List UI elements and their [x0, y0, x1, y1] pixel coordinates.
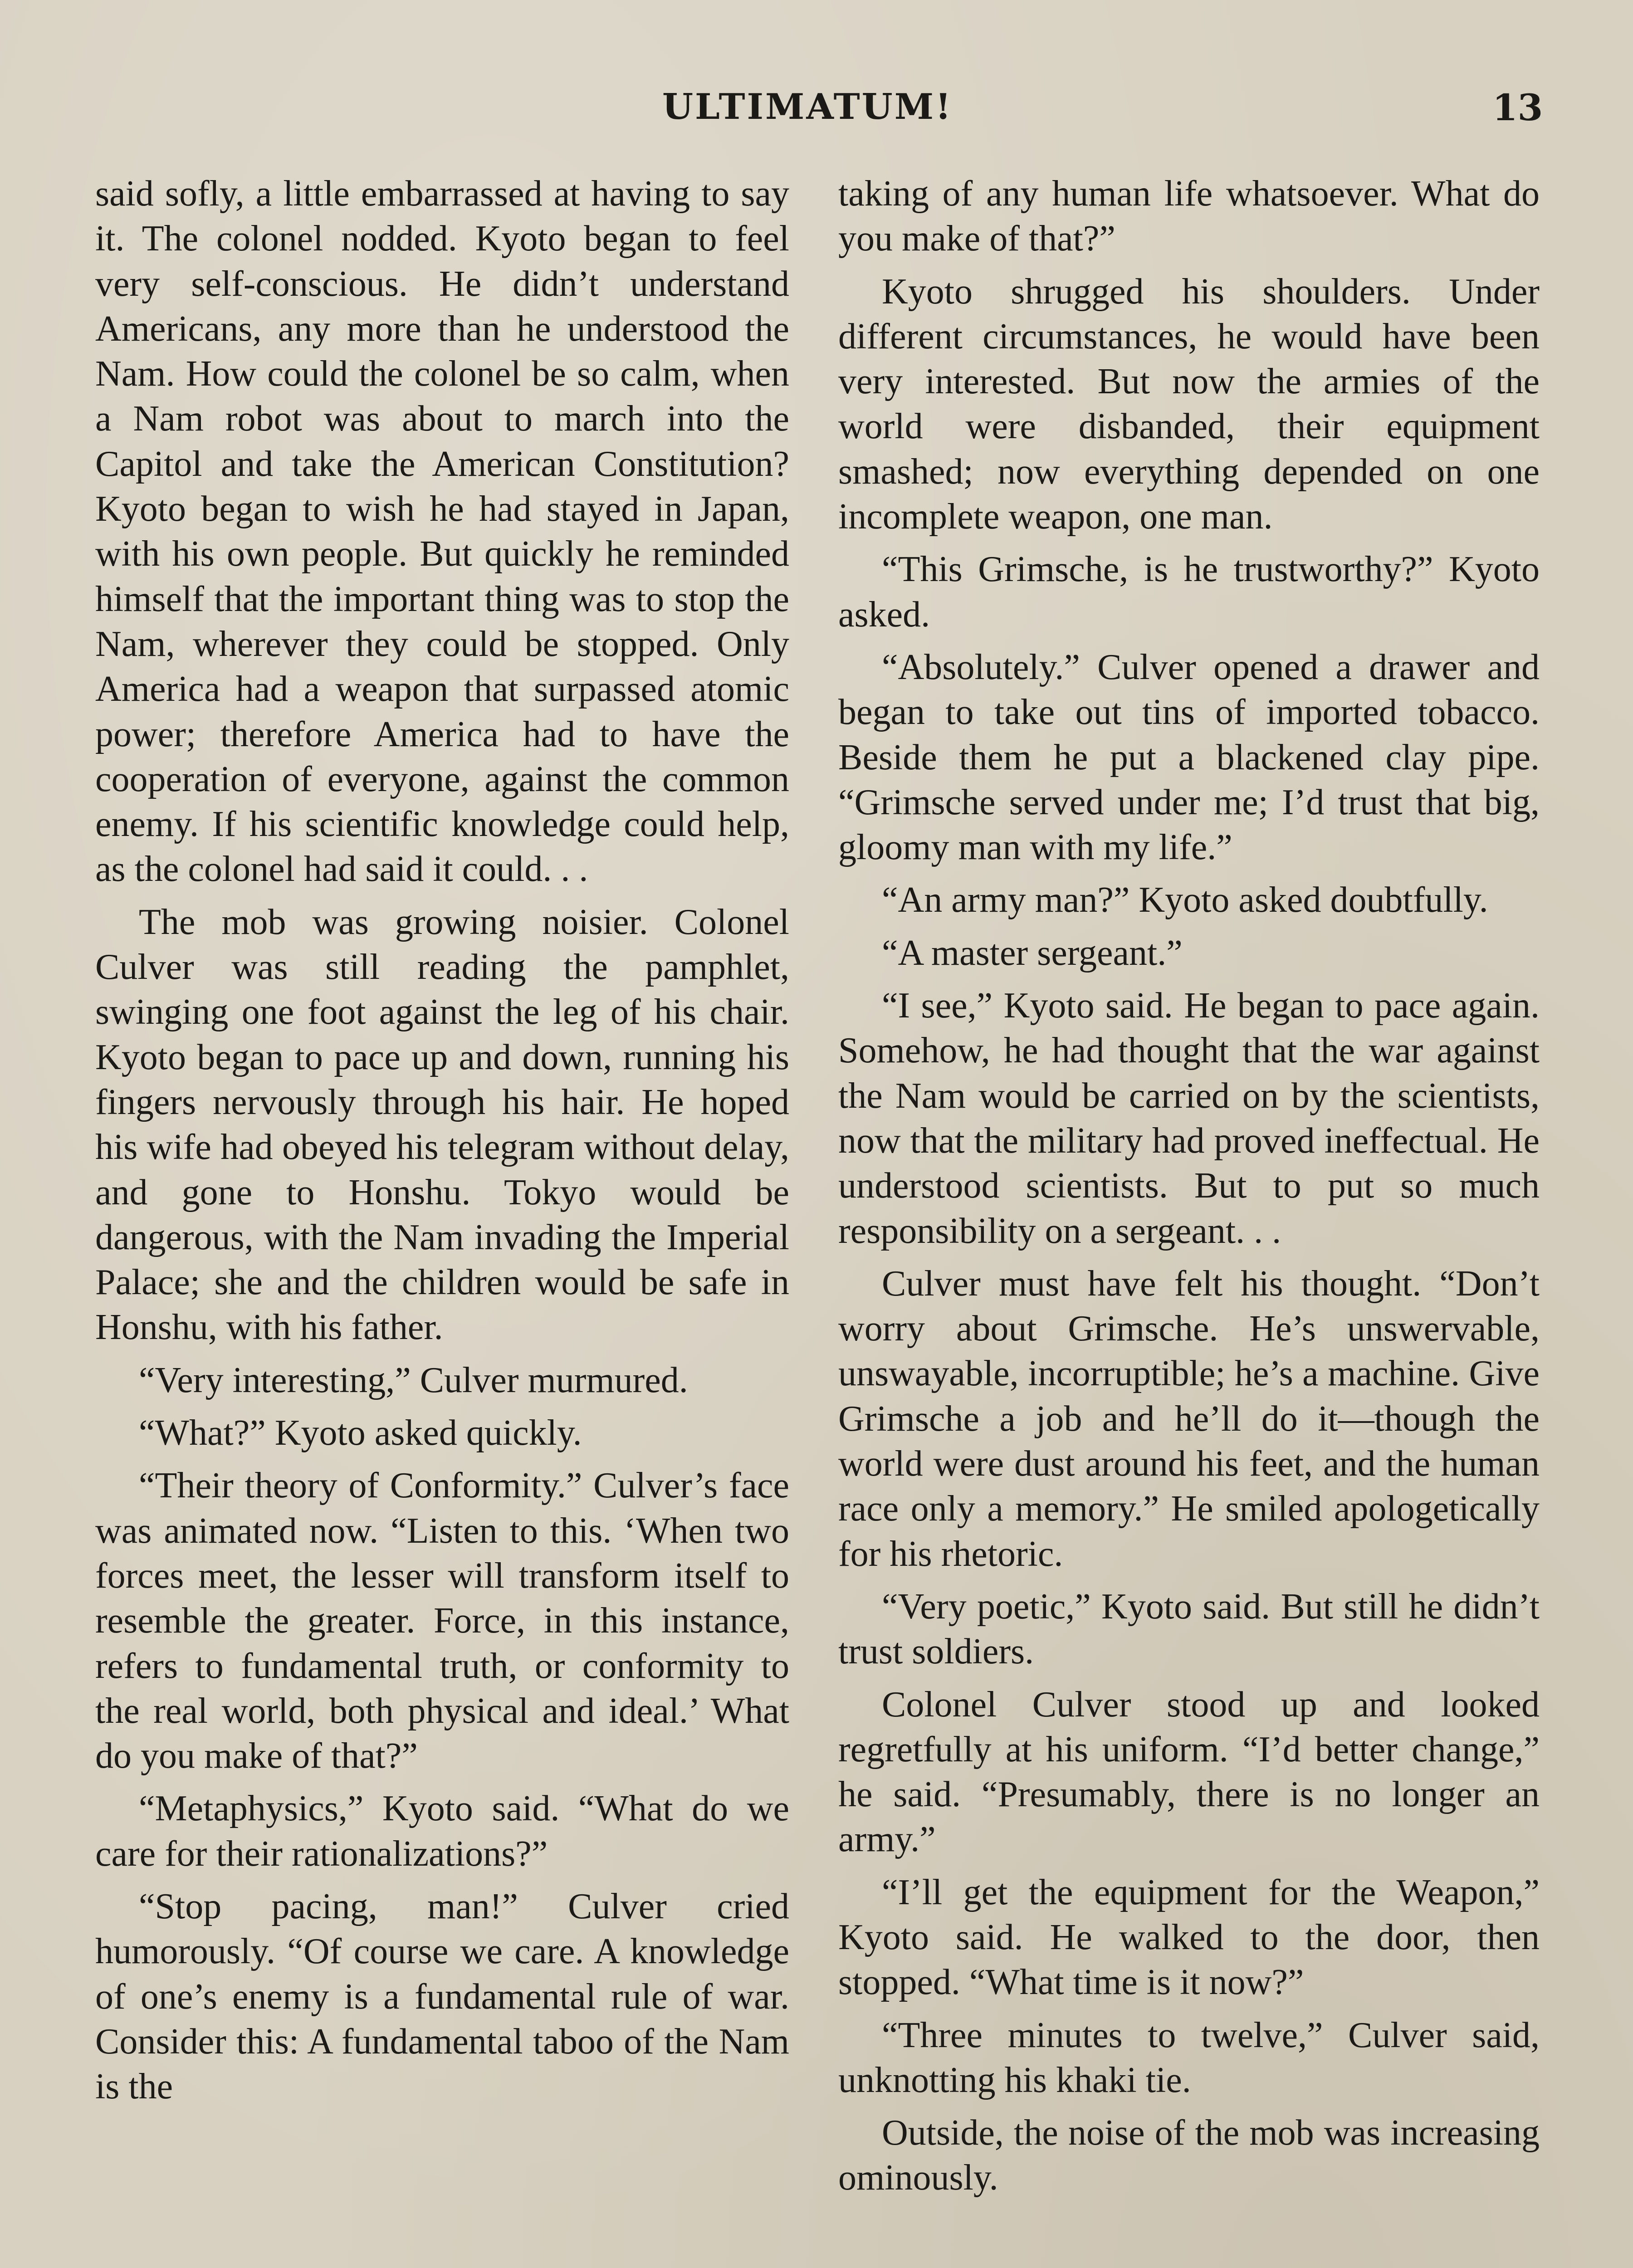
- paragraph: “Their theory of Conformity.” Culver’s face was animated now. “Listen to this. ‘When two forces meet, the lesser will transform itself to resemble the greater. Force, in this instance, refers to fundamental truth, or conformity to the real world, both physical and ideal.’ What do you make of that?”: [95, 1466, 789, 1776]
- left-text-column: [95, 171, 789, 2109]
- paragraph: “I’ll get the equipment for the Weapon,” Kyoto said. He walked to the door, then stopped. “What time is it now?”: [838, 1872, 1540, 2003]
- paragraph: Culver must have felt his thought. “Don’t worry about Grimsche. He’s unswervable, unswayable, incorruptible; he’s a machine. Give Grimsche a job and he’ll do it—though the world were dust around his feet, and the human race only a memory.” He smiled apologetically for his rhetoric.: [838, 1263, 1540, 1574]
- paragraph: “Very poetic,” Kyoto said. But still he didn’t trust soldiers.: [838, 1586, 1540, 1672]
- paragraph: “This Grimsche, is he trustworthy?” Kyoto asked.: [838, 549, 1540, 635]
- paragraph: “Three minutes to twelve,” Culver said, unknotting his khaki tie.: [838, 2015, 1540, 2100]
- paragraph: The mob was growing noisier. Colonel Culver was still reading the pamphlet, swinging one foot against the leg of his chair. Kyoto began to pace up and down, running his fingers nervously through his hair. He hoped his wife had obeyed his telegram without delay, and gone to Honshu. Tokyo would be dangerous, with the Nam invading the Imperial Palace; she and the children would be safe in Honshu, with his father.: [95, 902, 789, 1348]
- running-title: ULTIMATUM!: [662, 86, 953, 127]
- paragraph: “I see,” Kyoto said. He began to pace again. Somehow, he had thought that the war against the Nam would be carried on by the scientists, now that the military had proved ineffectual. He understood scientists. But to put so much responsibility on a sergeant. . .: [838, 986, 1540, 1251]
- paragraph: Colonel Culver stood up and looked regretfully at his uniform. “I’d better change,” he said. “Presumably, there is no longer an army.”: [838, 1684, 1540, 1860]
- paragraph: taking of any human life whatsoever. What do you make of that?”: [838, 174, 1540, 259]
- paragraph: Kyoto shrugged his shoulders. Under different circumstances, he would have been very interested. But now the armies of the world were disbanded, their equipment smashed; now everything depended on one incomplete weapon, one man.: [838, 271, 1540, 537]
- paragraph: “Absolutely.” Culver opened a drawer and began to take out tins of imported tobacco. Beside them he put a blackened clay pipe. “Grimsche served under me; I’d trust that big, gloomy man with my life.”: [838, 647, 1540, 868]
- paragraph: said sofly, a little embarrassed at having to say it. The colonel nodded. Kyoto began to feel very self-conscious. He didn’t understand Americans, any more than he understood the Nam. How could the colonel be so calm, when a Nam robot was about to march into the Capitol and take the American Constitution? Kyoto began to wish he had stayed in Japan, with his own people. But quickly he reminded himself that the important thing was to stop the Nam, wherever they could be stopped. Only America had a weapon that surpassed atomic power; therefore America had to have the cooperation of everyone, against the common enemy. If his scientific knowledge could help, as the colonel had said it could. . .: [95, 174, 789, 890]
- right-text-column: [838, 171, 1540, 2201]
- paragraph: “Very interesting,” Culver murmured.: [139, 1360, 688, 1400]
- paragraph: Outside, the noise of the mob was increasing ominously.: [838, 2113, 1540, 2198]
- paragraph: “Stop pacing, man!” Culver cried humorously. “Of course we care. A knowledge of one’s enemy is a fundamental rule of war. Consider this: A fundamental taboo of the Nam is the: [95, 1886, 789, 2107]
- paragraph: “A master sergeant.”: [882, 933, 1183, 973]
- paragraph: “What?” Kyoto asked quickly.: [139, 1413, 582, 1453]
- page-number: 13: [1492, 86, 1543, 129]
- paragraph: “An army man?” Kyoto asked doubtfully.: [882, 880, 1488, 920]
- paragraph: “Metaphysics,” Kyoto said. “What do we care for their rationalizations?”: [95, 1789, 789, 1874]
